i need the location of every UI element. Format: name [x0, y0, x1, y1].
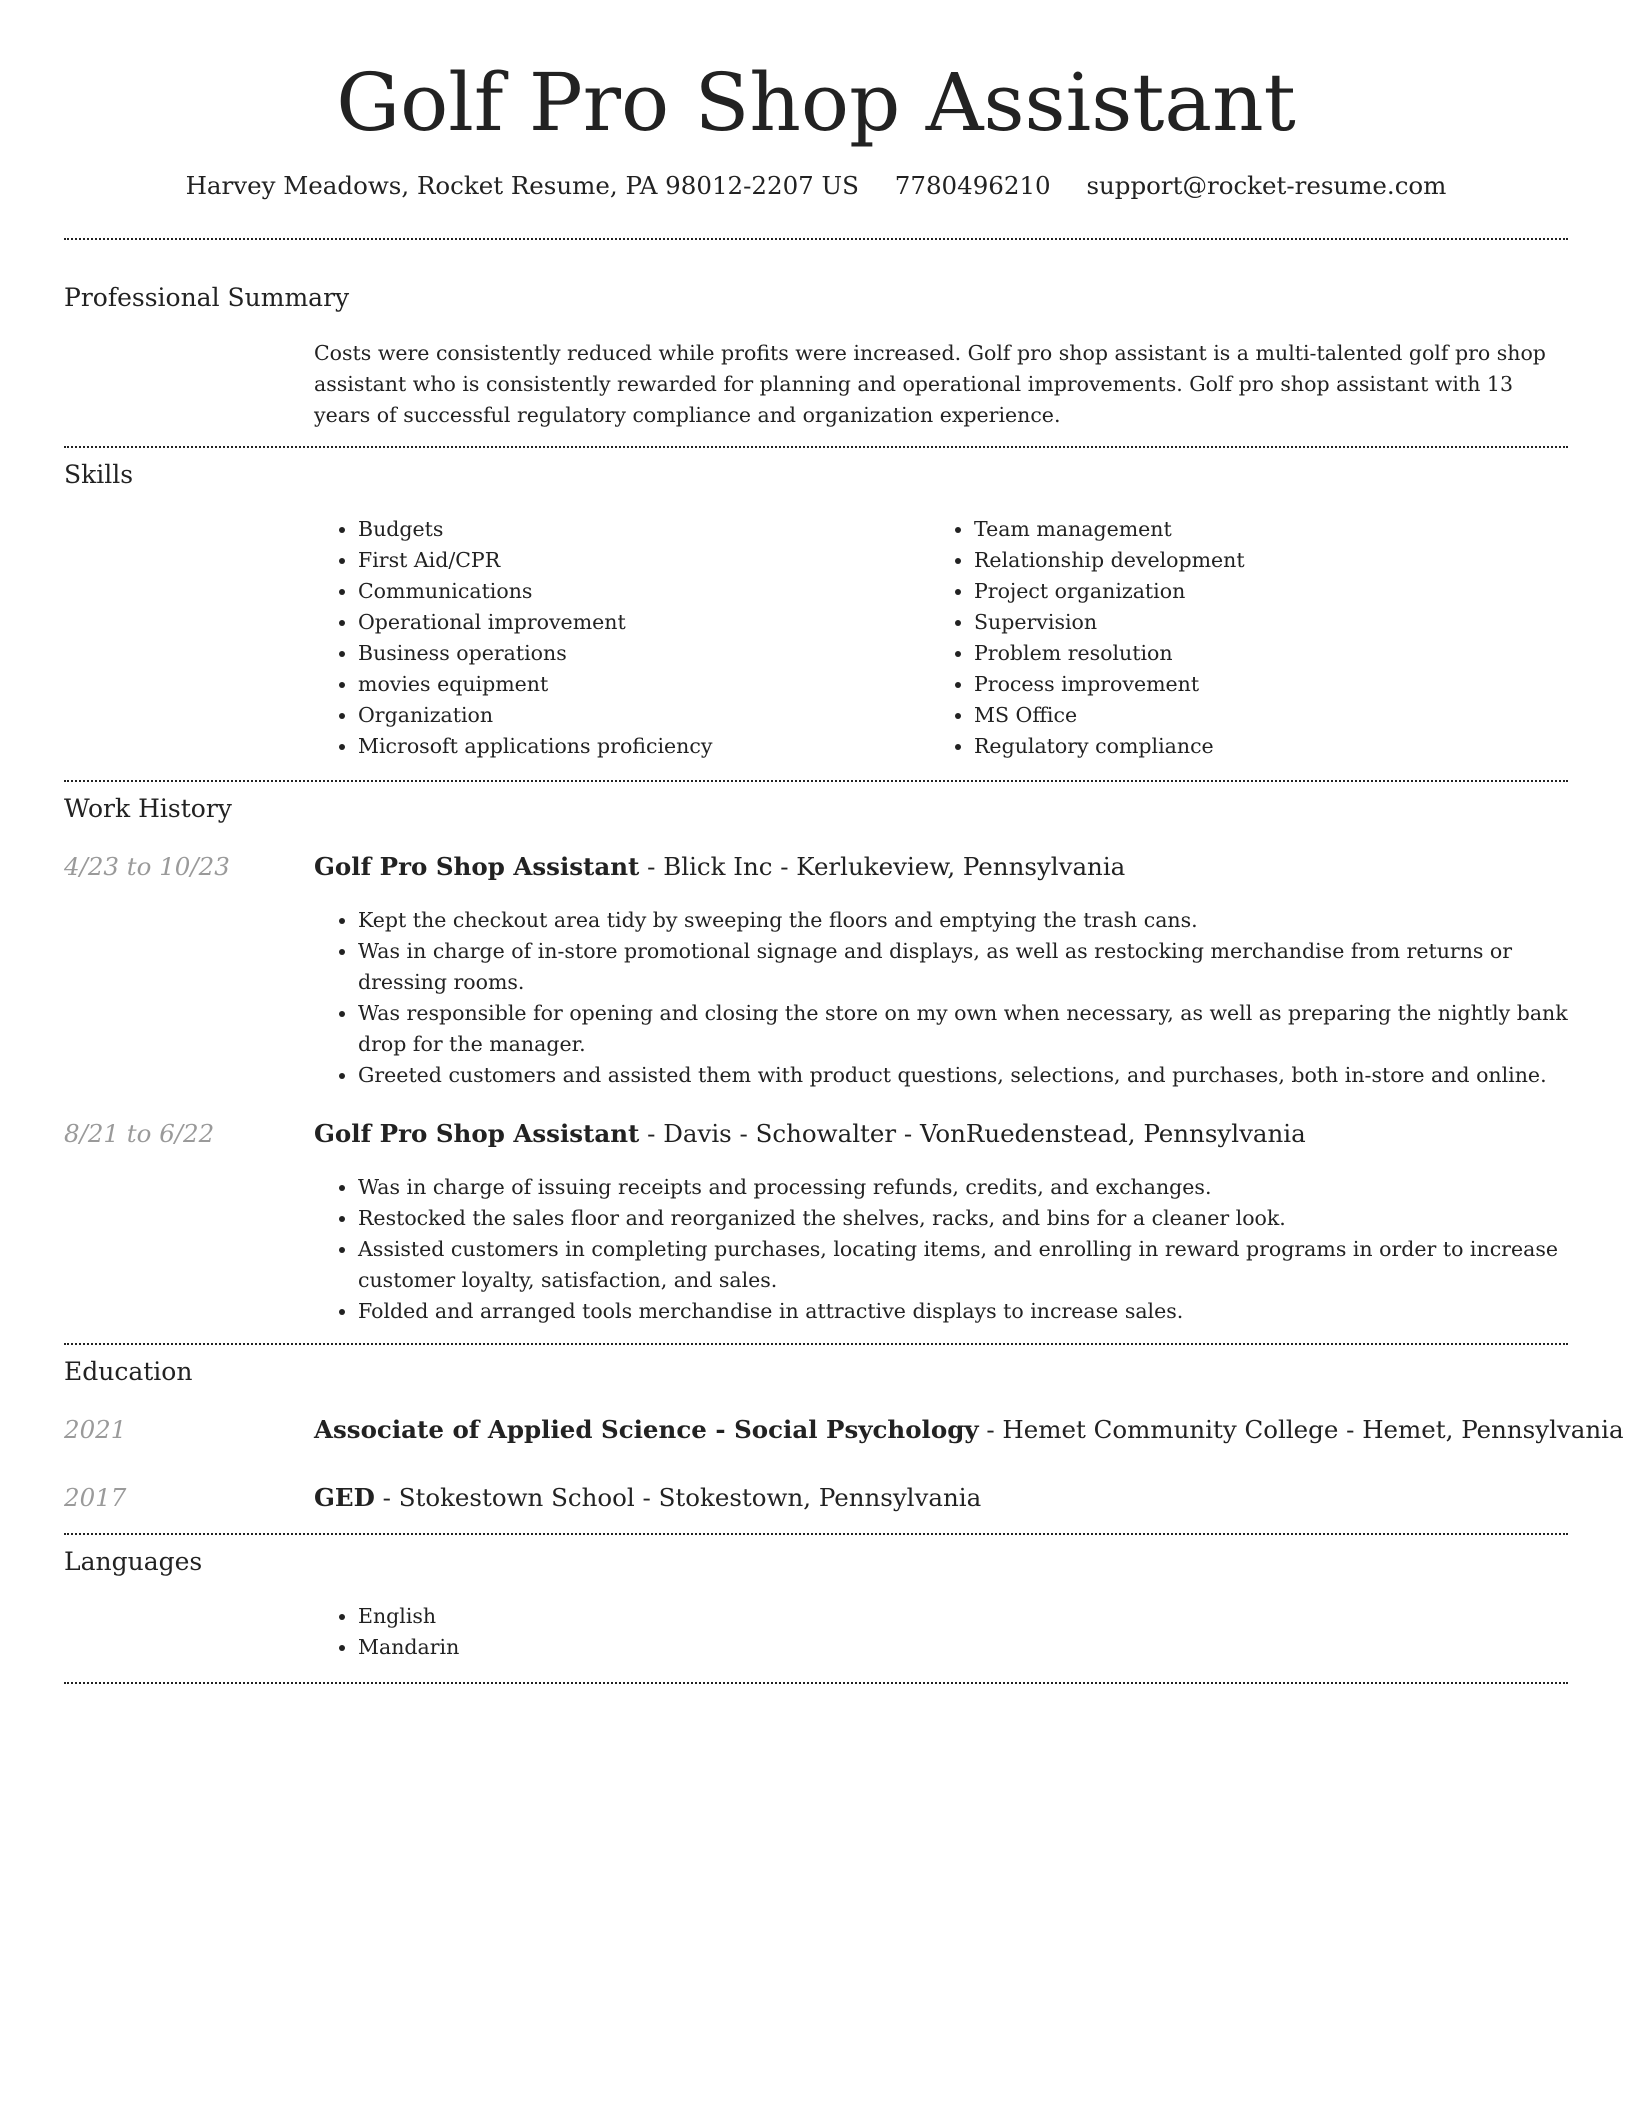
section-divider — [64, 1682, 1568, 1684]
job-details: - Blick Inc - Kerlukeview, Pennsylvania — [639, 852, 1126, 881]
summary-text: Costs were consistently reduced while profits were increased. Golf pro shop assistant is a multi-talented golf pro shop assistant who is consistently rewarded for planning and operational improvements. Golf pro shop assistant with 13 years of successful regulatory compliance and organization experience. — [314, 341, 1546, 427]
skill-item: • MS Office — [974, 700, 1574, 731]
job-bullet: • Was in charge of issuing receipts and processing refunds, credits, and exchanges. — [358, 1172, 1568, 1203]
section-divider — [64, 780, 1568, 782]
languages-heading: Languages — [64, 1547, 203, 1576]
job-bullets — [314, 1172, 1568, 1327]
job-details: - Davis - Schowalter - VonRuedenstead, Pennsylvania — [639, 1119, 1306, 1148]
job-dates: 8/21 to 6/22 — [64, 1119, 215, 1148]
job-bullet: • Restocked the sales floor and reorganized the shelves, racks, and bins for a cleaner look. — [358, 1203, 1568, 1234]
job-bullet: • Folded and arranged tools merchandise in attractive displays to increase sales. — [358, 1296, 1568, 1327]
degree-title: GED — [314, 1483, 375, 1512]
skills-list-right — [930, 514, 1574, 762]
candidate-name: Golf Pro Shop Assistant — [336, 56, 1296, 149]
job-bullet: • Was responsible for opening and closing the store on my own when necessary, as well as preparing the nightly bank drop for the manager. — [358, 998, 1568, 1060]
job-bullet: • Was in charge of in-store promotional signage and displays, as well as restocking merchandise from returns or dressing rooms. — [358, 936, 1568, 998]
contact-address: Harvey Meadows, Rocket Resume, PA 98012-2207 US — [185, 171, 859, 200]
languages-list — [314, 1601, 958, 1663]
contact-email: support@rocket-resume.com — [1086, 171, 1447, 200]
language-item: • English — [358, 1601, 958, 1632]
job-dates: 4/23 to 10/23 — [64, 852, 230, 881]
skill-item: • Regulatory compliance — [974, 731, 1574, 762]
job-heading — [314, 1117, 1306, 1151]
job-bullet: • Assisted customers in completing purchases, locating items, and enrolling in reward programs in order to increase customer loyalty, satisfaction, and sales. — [358, 1234, 1568, 1296]
job-bullet: • Kept the checkout area tidy by sweeping the floors and emptying the trash cans. — [358, 905, 1568, 936]
skill-item: • Process improvement — [974, 669, 1574, 700]
language-item: • Mandarin — [358, 1632, 958, 1663]
skill-item: • First Aid/CPR — [358, 545, 918, 576]
contact-line — [0, 168, 1632, 204]
job-bullets — [314, 905, 1568, 1091]
job-title: Golf Pro Shop Assistant — [314, 1119, 640, 1148]
skill-item: • Microsoft applications proficiency — [358, 731, 918, 762]
school-details: - Hemet Community College - Hemet, Pennsylvania — [978, 1415, 1624, 1444]
education-year: 2021 — [64, 1415, 127, 1444]
skills-heading: Skills — [64, 460, 134, 489]
skill-item: • Project organization — [974, 576, 1574, 607]
job-title: Golf Pro Shop Assistant — [314, 852, 640, 881]
section-divider — [64, 1343, 1568, 1345]
skill-item: • Budgets — [358, 514, 918, 545]
contact-phone: 7780496210 — [894, 171, 1051, 200]
skill-item: • Operational improvement — [358, 607, 918, 638]
skill-item: • Problem resolution — [974, 638, 1574, 669]
skill-item: • Organization — [358, 700, 918, 731]
summary-heading: Professional Summary — [64, 283, 350, 312]
skill-item: • Business operations — [358, 638, 918, 669]
section-divider — [64, 238, 1568, 240]
job-bullet: • Greeted customers and assisted them with product questions, selections, and purchases, both in-store and online. — [358, 1060, 1568, 1091]
education-year: 2017 — [64, 1483, 127, 1512]
education-entry — [314, 1481, 981, 1515]
degree-title: Associate of Applied Science - Social Psychology — [314, 1415, 979, 1444]
school-details: - Stokestown School - Stokestown, Pennsylvania — [374, 1483, 982, 1512]
skill-item: • movies equipment — [358, 669, 918, 700]
section-divider — [64, 1533, 1568, 1535]
education-heading: Education — [64, 1357, 193, 1386]
job-heading — [314, 850, 1125, 884]
section-divider — [64, 446, 1568, 448]
education-entry — [314, 1413, 1624, 1447]
skill-item: • Relationship development — [974, 545, 1574, 576]
skills-list-left — [314, 514, 918, 762]
work-history-heading: Work History — [64, 794, 232, 823]
skill-item: • Communications — [358, 576, 918, 607]
skill-item: • Supervision — [974, 607, 1574, 638]
skill-item: • Team management — [974, 514, 1574, 545]
